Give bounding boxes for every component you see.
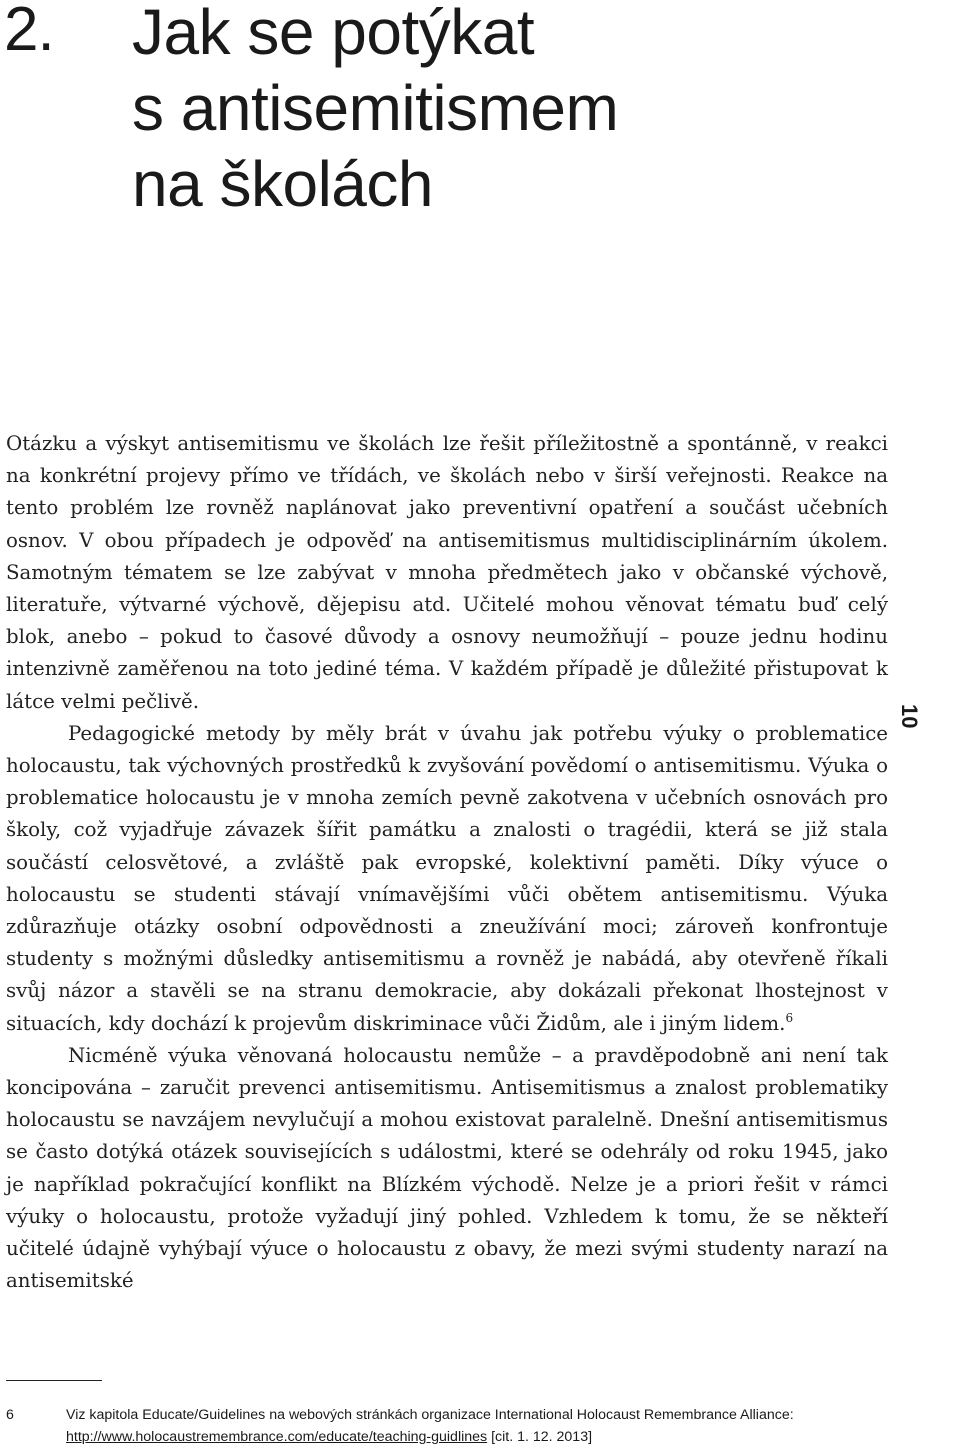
footnote-text-after: [cit. 1. 12. 2013]: [487, 1429, 593, 1445]
footnote-reference[interactable]: 6: [785, 1010, 794, 1025]
chapter-title: [132, 0, 932, 222]
chapter-title-line: Jak se potýkat: [132, 0, 535, 68]
page-number: 10: [897, 704, 922, 729]
chapter-number: 2.: [4, 0, 54, 64]
chapter-title-line: s antisemitismem: [132, 72, 619, 144]
footnote-text: [66, 1404, 906, 1448]
chapter-title-line: na školách: [132, 148, 433, 220]
footnote-link[interactable]: http://www.holocaustremembrance.com/educate/teaching-guidlines: [66, 1429, 488, 1445]
footnote-divider: [6, 1380, 102, 1381]
paragraph-intro: Otázku a výskyt antisemitismu ve školách lze řešit příležitostně a spontánně, v reakci na konkrétní projevy přímo ve třídách, ve školách nebo v širší veřejnosti. Reakce na tento problém lze rovněž naplánovat jako preventivní opatření a součást učebních osnov. V obou případech je odpověď na antisemitismus multidisciplinárním úkolem. Samotným tématem se lze zabývat v mnoha předmětech jako v občanské výchově, literatuře, výtvarné výchově, dějepisu atd. Učitelé mohou věnovat tématu buď celý blok, anebo – pokud to časové důvody a osnovy neumožňují – pouze jednu hodinu intenzivně zaměřenou na toto jediné téma. V každém případě je důležité přistupovat k látce velmi pečlivě.: [6, 432, 888, 713]
paragraph-pedagogy-text: Pedagogické metody by měly brát v úvahu jak potřebu výuky o problematice holocaustu, tak výchovných prostředků k zvyšování povědomí o antisemitismu. Výuka o problematice holocaustu je v mnoha zemích pevně zakotvena v učebních osnovách pro školy, což vyjadřuje závazek šířit památku a znalosti o tragédii, která se již stala součástí celosvětové, a zvláště pak evropské, kolektivní paměti. Díky výuce o holocaustu se studenti stávají vnímavějšími vůči obětem antisemitismu. Výuka zdůrazňuje otázky osobní odpovědnosti a zneužívání moci; zároveň konfrontuje studenty s možnými důsledky antisemitismu a rovněž je nabádá, aby otevřeně říkali svůj názor a stavěli se na stranu demokracie, aby dokázali překonat lhostejnost v situacích, kdy dochází k projevům diskriminace vůči Židům, ale i jiným lidem.: [6, 721, 888, 1035]
body-text: [6, 428, 888, 1297]
footnote-number: 6: [6, 1407, 14, 1423]
paragraph-pedagogy: [6, 718, 888, 1040]
footnote-text-before: Viz kapitola Educate/Guidelines na webových stránkách organizace International Holocaust Remembrance Alliance:: [66, 1407, 794, 1423]
paragraph-limits: Nicméně výuka věnovaná holocaustu nemůže – a pravděpodobně ani není tak koncipována – zaručit prevenci antisemitismu. Antisemitismus a znalost problematiky holocaustu se navzájem nevylučují a mohou existovat paralelně. Dnešní antisemitismus se často dotýká otázek souvisejících s událostmi, které se odehrály od roku 1945, jako je například pokračující konflikt na Blízkém východě. Nelze je a priori řešit v rámci výuky o holocaustu, protože vyžadují jiný pohled. Vzhledem k tomu, že se někteří učitelé údajně vyhýbají výuce o holocaustu z obavy, že mezi svými studenty narazí na antisemitské: [6, 1043, 888, 1293]
